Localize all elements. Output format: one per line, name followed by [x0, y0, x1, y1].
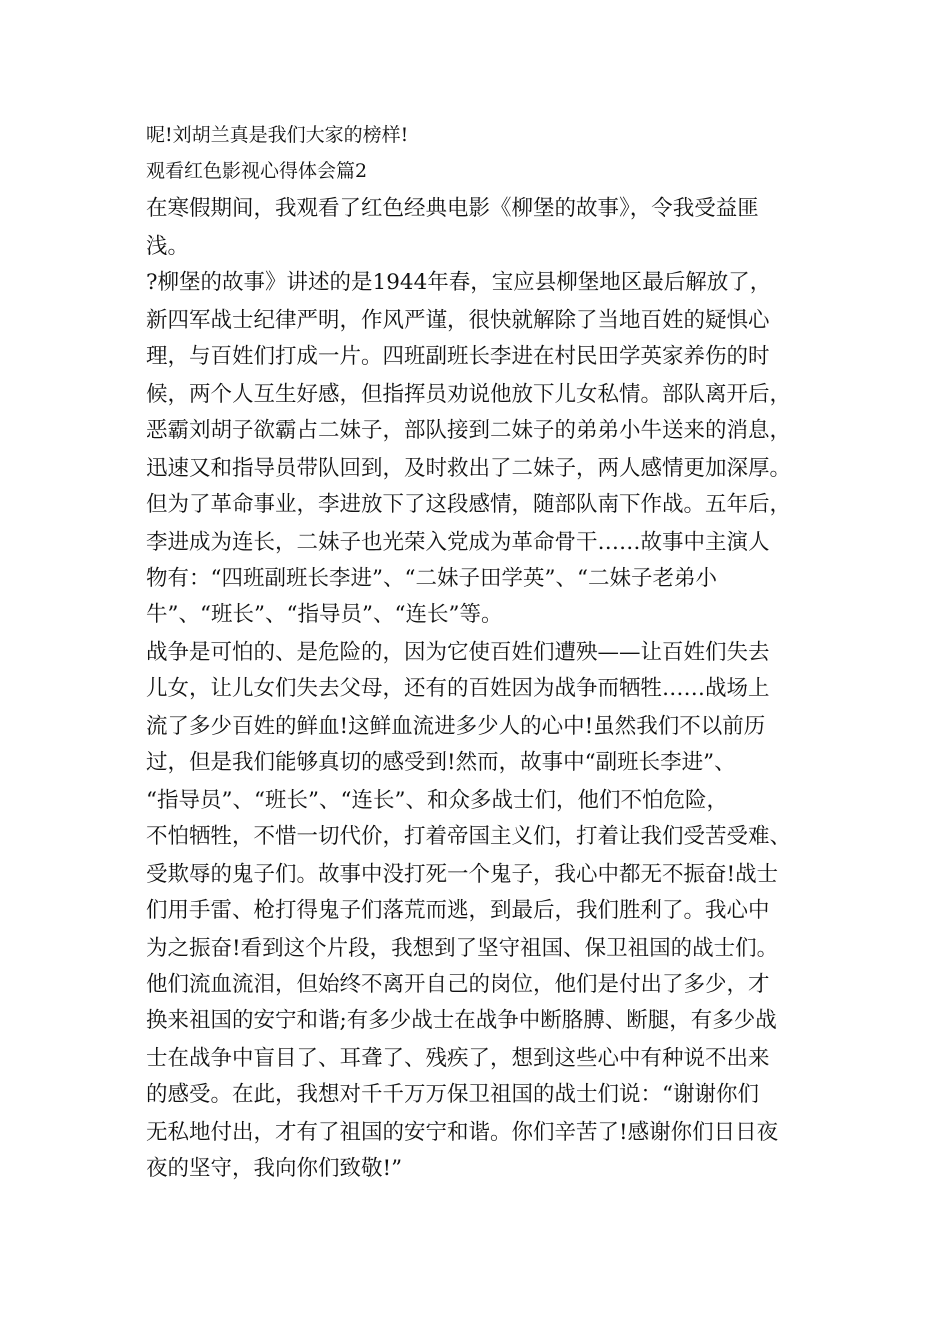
text-line-11: 但为了革命事业，李进放下了这段感情，随部队南下作战。五年后， — [146, 492, 792, 517]
text-line-1: 呢!刘胡兰真是我们大家的榜样! — [146, 124, 409, 146]
text-line-25: 换来祖国的安宁和谐;有多少战士在战争中断胳膊、断腿，有多少战 — [146, 1008, 777, 1033]
text-line-17: 流了多少百姓的鲜血!这鲜血流进多少人的心中!虽然我们不以前历 — [146, 714, 766, 739]
text-line-16: 儿女，让儿女们失去父母，还有的百姓因为战争而牺牲……战场上 — [146, 676, 770, 701]
text-line-24: 他们流血流泪，但始终不离开自己的岗位，他们是付出了多少，才 — [146, 972, 770, 997]
text-line-13: 物有：“四班副班长李进”、“二妹子田学英”、“二妹子老弟小 — [146, 566, 717, 591]
text-line-29: 夜的坚守，我向你们致敬!” — [146, 1156, 403, 1181]
text-line-10: 迅速又和指导员带队回到，及时救出了二妹子，两人感情更加深厚。 — [146, 456, 792, 481]
section-heading: 观看红色影视心得体会篇2 — [146, 160, 368, 182]
text-line-26: 士在战争中盲目了、耳聋了、残疾了，想到这些心中有种说不出来 — [146, 1046, 770, 1071]
text-line-23: 为之振奋!看到这个片段，我想到了坚守祖国、保卫祖国的战士们。 — [146, 936, 779, 961]
text-line-6: 新四军战士纪律严明，作风严谨，很快就解除了当地百姓的疑惧心 — [146, 308, 770, 333]
text-line-15: 战争是可怕的、是危险的，因为它使百姓们遭殃——让百姓们失去 — [146, 640, 770, 665]
text-line-19: “指导员”、“班长”、“连长”、和众多战士们，他们不怕危险， — [146, 788, 728, 813]
text-line-9: 恶霸刘胡子欲霸占二妹子，部队接到二妹子的弟弟小牛送来的消息， — [146, 418, 792, 443]
text-line-28: 无私地付出，才有了祖国的安宁和谐。你们辛苦了!感谢你们日日夜 — [146, 1120, 779, 1145]
text-line-14: 牛”、“班长”、“指导员”、“连长”等。 — [146, 602, 503, 627]
text-line-22: 们用手雷、枪打得鬼子们落荒而逃，到最后，我们胜利了。我心中 — [146, 898, 770, 923]
text-line-12: 李进成为连长，二妹子也光荣入党成为革命骨干……故事中主演人 — [146, 530, 770, 555]
text-line-5: ?柳堡的故事》讲述的是1944年春，宝应县柳堡地区最后解放了， — [146, 270, 772, 295]
text-line-20: 不怕牺牲，不惜一切代价，打着帝国主义们，打着让我们受苦受难、 — [146, 824, 792, 849]
text-line-8: 候，两个人互生好感，但指挥员劝说他放下儿女私情。部队离开后， — [146, 382, 792, 407]
text-line-4: 浅。 — [146, 234, 190, 259]
text-line-18: 过，但是我们能够真切的感受到!然而，故事中“副班长李进”、 — [146, 750, 736, 775]
text-line-21: 受欺辱的鬼子们。故事中没打死一个鬼子，我心中都无不振奋!战士 — [146, 862, 779, 887]
text-line-27: 的感受。在此，我想对千千万万保卫祖国的战士们说：“谢谢你们 — [146, 1082, 759, 1107]
text-line-7: 理，与百姓们打成一片。四班副班长李进在村民田学英家养伤的时 — [146, 344, 770, 369]
text-line-3: 在寒假期间，我观看了红色经典电影《柳堡的故事》，令我受益匪 — [146, 196, 759, 221]
